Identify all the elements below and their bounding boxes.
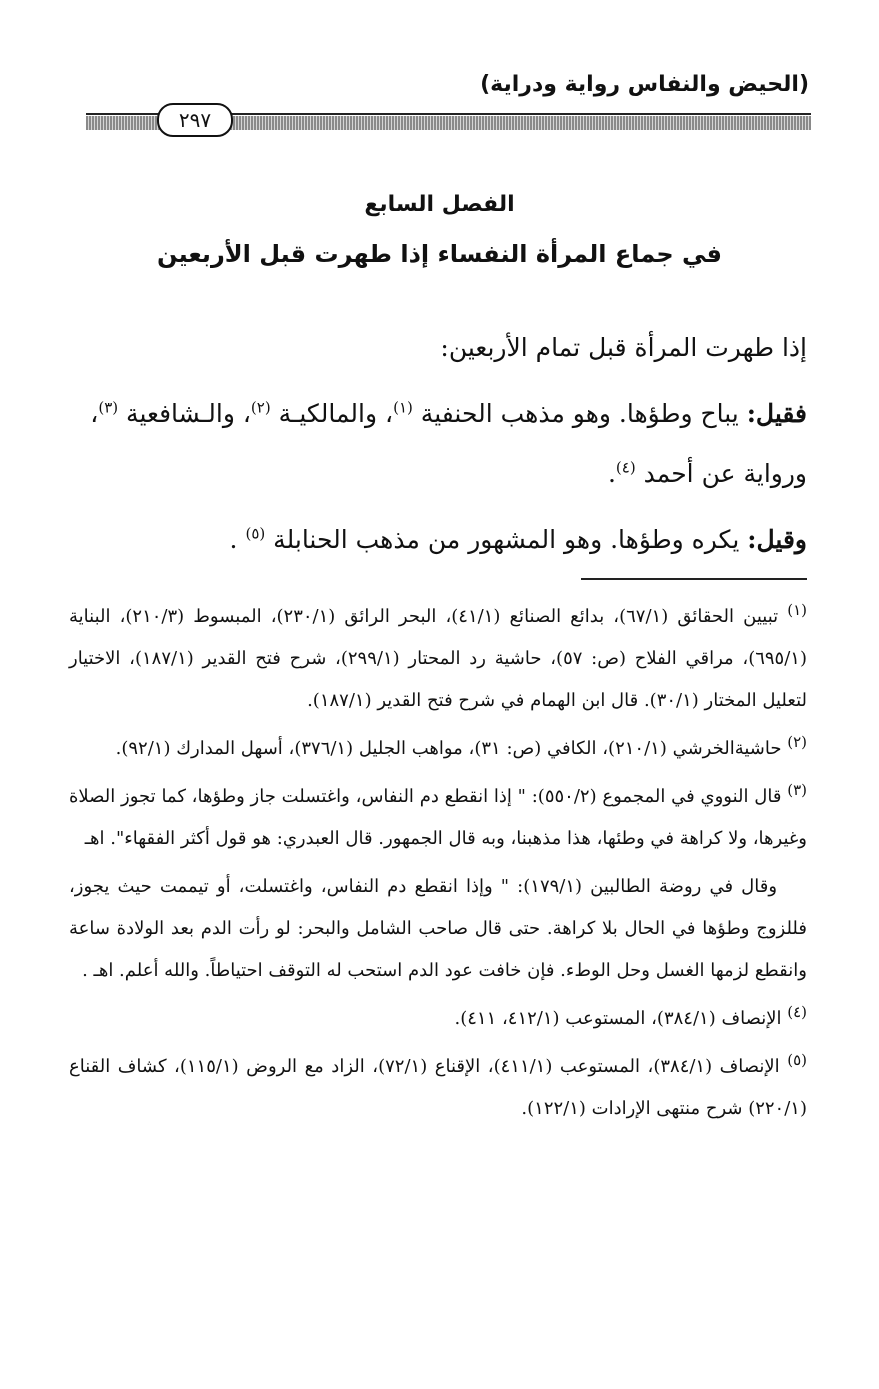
footnote-3-continuation: وقال في روضة الطالبين (١٧٩/١): " وإذا انقطع دم النفاس، واغتسلت، أو تيممت حيث يجوز، فللزوج وطؤها في الحال بلا كراهة. حتى قال صاحب الشامل والبحر: لو رأت الدم بعد الولادة ساعة وانقطع لزمها الغسل وحل الوطء. فإن خافت عود الدم استحب له التوقف احتياطاً. والله أعلم. اهـ . bbox=[69, 876, 807, 981]
paragraph-text: . bbox=[607, 459, 616, 488]
footnote-marker: (٢) bbox=[787, 733, 807, 751]
footnote-text: الإنصاف (٣٨٤/١)، المستوعب (٤١٢/١، ٤١١). bbox=[454, 1008, 782, 1029]
footnote-ref[interactable]: (٣) bbox=[98, 398, 119, 417]
footnote-text: قال النووي في المجموع (٥٥٠/٢): " إذا انقطع دم النفاس، واغتسلت جاز وطؤها، كما تجوز الصلاة وغيرها، ولا كراهة في وطئها، هذا مذهبنا، وبه قال الجمهور. قال العبدري: هو قول أكثر الفقهاء". اهـ bbox=[69, 786, 807, 849]
footnote-2 bbox=[69, 728, 807, 770]
main-text bbox=[77, 318, 807, 576]
page-number: ٢٩٧ bbox=[157, 103, 233, 137]
footnote-5 bbox=[69, 1046, 807, 1130]
paragraph-first-opinion bbox=[77, 384, 807, 504]
paragraph-text: ، والـشافعية bbox=[118, 399, 251, 428]
paragraph-text: . bbox=[229, 525, 246, 554]
footnote-ref[interactable]: (٢) bbox=[250, 398, 271, 417]
footnote-text: الإنصاف (٣٨٤/١)، المستوعب (٤١١/١)، الإقناع (٧٢/١)، الزاد مع الروض (١١٥/١)، كشاف القناع (٢٢٠/١) شرح منتهى الإرادات (١٢٢/١). bbox=[69, 1056, 807, 1119]
opinion-lead: فقيل: bbox=[746, 399, 807, 428]
footnote-ref[interactable]: (١) bbox=[393, 398, 413, 417]
footnote-marker: (١) bbox=[787, 601, 808, 619]
opinion-lead: وقيل: bbox=[747, 525, 807, 554]
footnote-3 bbox=[69, 776, 807, 860]
footnotes bbox=[69, 596, 807, 1136]
footnote-ref[interactable]: (٥) bbox=[245, 524, 266, 543]
footnote-4 bbox=[69, 998, 807, 1040]
paragraph-text: يباح وطؤها. وهو مذهب الحنفية bbox=[412, 399, 747, 428]
footnote-text: تبيين الحقائق (٦٧/١)، بدائع الصنائع (٤١/١)، البحر الرائق (٢٣٠/١)، المبسوط (٢١٠/٣)، البناية (٦٩٥/١)، مراقي الفلاح (ص: ٥٧)، حاشية رد المحتار (٢٩٩/١)، شرح فتح القدير (١٨٧/١)، الاختيار لتعليل المختار (٣٠/١). قال ابن الهمام في شرح فتح القدير (١٨٧/١). bbox=[69, 606, 807, 711]
footnote-marker: (٤) bbox=[787, 1003, 807, 1021]
paragraph-text: يكره وطؤها. وهو المشهور من مذهب الحنابلة bbox=[265, 525, 748, 554]
footnote-separator bbox=[581, 578, 807, 580]
intro-paragraph: إذا طهرت المرأة قبل تمام الأربعين: bbox=[440, 333, 807, 362]
paragraph-text: ، والمالكيـة bbox=[270, 399, 394, 428]
chapter-title: الفصل السابع bbox=[364, 192, 515, 217]
footnote-ref[interactable]: (٤) bbox=[615, 458, 636, 477]
running-title: (الحيض والنفاس رواية ودراية) bbox=[480, 72, 809, 97]
footnote-1 bbox=[69, 596, 807, 722]
footnote-marker: (٣) bbox=[787, 781, 807, 799]
footnote-text: حاشيةالخرشي (٢١٠/١)، الكافي (ص: ٣١)، مواهب الجليل (٣٧٦/١)، أسهل المدارك (٩٢/١). bbox=[115, 738, 782, 759]
footnote-marker: (٥) bbox=[787, 1051, 807, 1069]
paragraph-text: ، ورواية عن أحمد bbox=[90, 399, 807, 488]
paragraph-second-opinion bbox=[77, 510, 807, 570]
chapter-subtitle: في جماع المرأة النفساء إذا طهرت قبل الأربعين bbox=[156, 240, 722, 268]
